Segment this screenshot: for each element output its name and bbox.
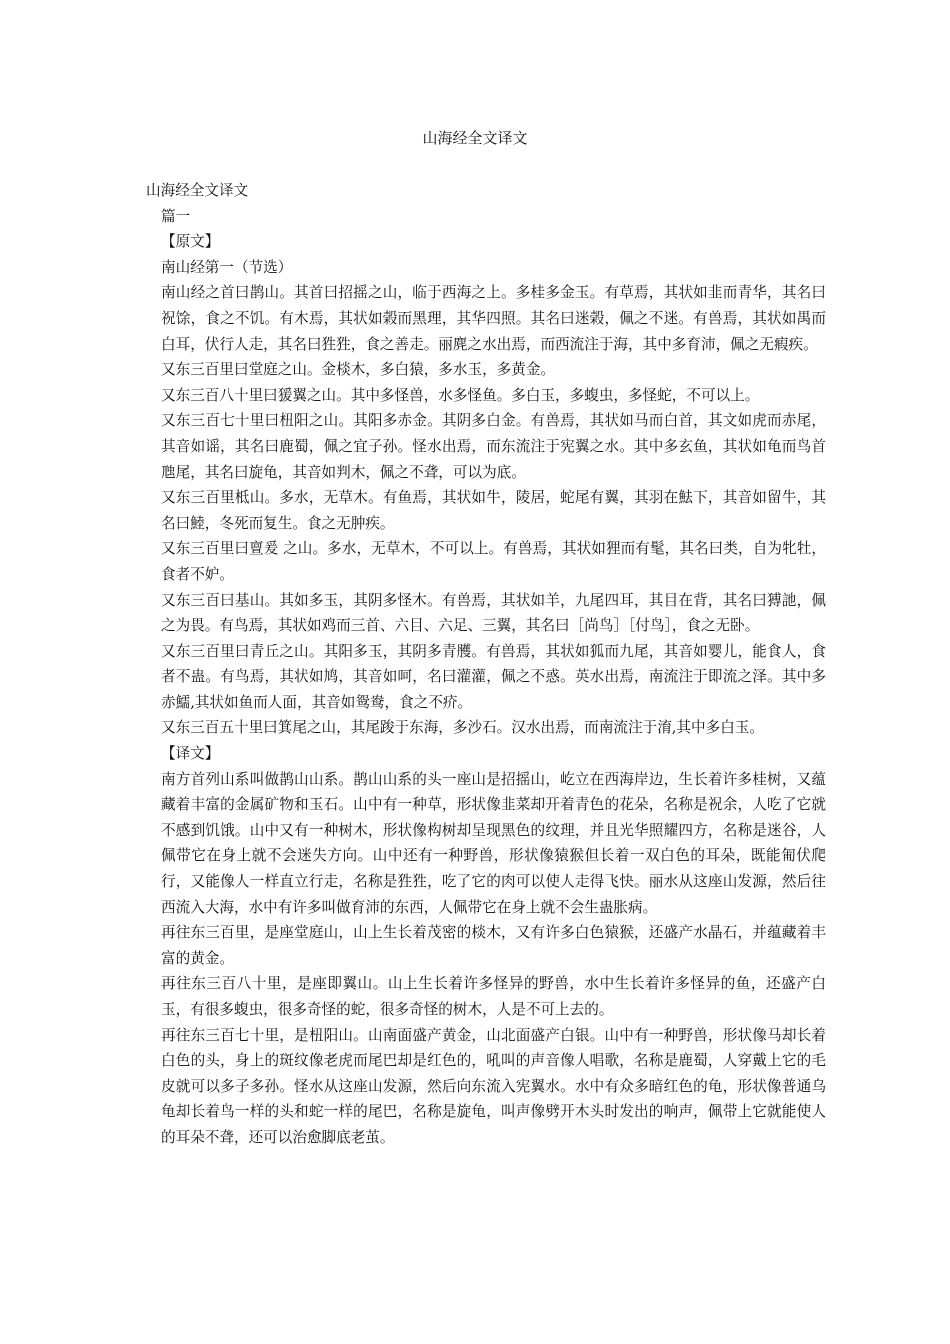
yuanwen-label: 【原文】 (161, 233, 220, 251)
yuanwen-paragraph: 又东三百七十里曰杻阳之山。其阳多赤金。其阴多白金。有兽焉，其状如马而白首，其文如虎而赤尾，其音如谣，其名曰鹿蜀，佩之宜子孙。怪水出焉，而东流注于宪翼之水。其中多玄鱼，其状如龟而鸟首虺尾，其名曰旋龟，其音如判木，佩之不聋，可以为底。 (161, 412, 826, 481)
yuanwen-paragraph: 又东三百八十里曰猨翼之山。其中多怪兽，水多怪鱼。多白玉，多蝮虫，多怪蛇，不可以上。 (161, 386, 760, 404)
yuanwen-paragraph: 南山经之首曰鹊山。其首曰招摇之山，临于西海之上。多桂多金玉。有草焉，其状如韭而青华，其名曰祝馀，食之不饥。有木焉，其状如榖而黑理，其华四照。其名曰迷榖，佩之不迷。有兽焉，其状如禺而白耳，伏行人走，其名曰狌狌，食之善走。丽麂之水出焉，而西流注于海，其中多育沛，佩之无瘕疾。 (161, 284, 826, 353)
yuanwen-paragraph: 又东三百里曰亶爰 之山。多水，无草木，不可以上。有兽焉，其状如狸而有髦，其名曰类，自为牝牡，食者不妒。 (161, 540, 826, 583)
yuanwen-paragraph: 又东三百曰基山。其如多玉，其阴多怪木。有兽焉，其状如羊，九尾四耳，其目在背，其名曰猼訑，佩之为畏。有鸟焉，其状如鸡而三首、六目、六足、三翼，其名曰［尚鸟］［付鸟］，食之无卧。 (161, 591, 826, 635)
yuanwen-paragraph: 又东三百五十里曰箕尾之山，其尾踆于东海，多沙石。汉水出焉，而南流注于淯,其中多白玉。 (161, 719, 764, 737)
yiwen-paragraph: 再往东三百八十里，是座即翼山。山上生长着许多怪异的野兽，水中生长着许多怪异的鱼，还盛产白玉，有很多蝮虫，很多奇怪的蛇，很多奇怪的树木，人是不可上去的。 (161, 975, 826, 1018)
yuanwen-paragraph: 又东三百里曰堂庭之山。金棪木，多白猿，多水玉，多黄金。 (161, 361, 556, 379)
yiwen-label: 【译文】 (161, 745, 220, 763)
yuanwen-paragraph: 又东三百里曰青丘之山。其阳多玉，其阴多青雘。有兽焉，其状如狐而九尾，其音如婴儿，能食人，食者不蛊。有鸟焉，其状如鸠，其音如呵，名曰灌灌，佩之不惑。英水出焉，南流注于即流之泽。其中多赤鱬,其状如鱼而人面，其音如鸳鸯，食之不疥。 (161, 642, 826, 711)
yiwen-paragraph: 南方首列山系叫做鹊山山系。鹊山山系的头一座山是招摇山，屹立在西海岸边，生长着许多桂树，又蕴藏着丰富的金属矿物和玉石。山中有一种草，形状像韭菜却开着青色的花朵，名称是祝余，人吃了它就不感到饥饿。山中又有一种树木，形状像构树却呈现黑色的纹理，并且光华照耀四方，名称是迷谷，人佩带它在身上就不会迷失方向。山中还有一种野兽，形状像猿猴但长着一双白色的耳朵，既能匍伏爬行，又能像人一样直立行走，名称是狌狌，吃了它的肉可以使人走得飞快。丽水从这座山发源，然后往西流入大海，水中有许多叫做育沛的东西，人佩带它在身上就不会生蛊胀病。 (161, 770, 826, 916)
yiwen-paragraph: 再往东三百七十里，是杻阳山。山南面盛产黄金，山北面盛产白银。山中有一种野兽，形状像马却长着白色的头，身上的斑纹像老虎而尾巴却是红色的，吼叫的声音像人唱歌，名称是鹿蜀，人穿戴上它的毛皮就可以多子多孙。怪水从这座山发源，然后向东流入宪翼水。水中有众多暗红色的龟，形状像普通乌龟却长着鸟一样的头和蛇一样的尾巴，名称是旋龟，叫声像劈开木头时发出的响声，佩带上它就能使人的耳朵不聋，还可以治愈脚底老茧。 (161, 1026, 826, 1146)
document-body (146, 178, 826, 1151)
page-title: 山海经全文译文 (422, 129, 528, 147)
yuanwen-paragraph: 又东三百里柢山。多水，无草木。有鱼焉，其状如牛，陵居，蛇尾有翼，其羽在魼下，其音如留牛，其名曰鯥，冬死而复生。食之无肿疾。 (161, 489, 826, 532)
section-label: 篇一 (161, 207, 191, 225)
yiwen-paragraph: 再往东三百里，是座堂庭山，山上生长着茂密的棪木，又有许多白色猿猴，还盛产水晶石，并蕴藏着丰富的黄金。 (161, 924, 826, 967)
chapter-title: 南山经第一（节选） (161, 258, 293, 276)
document-heading: 山海经全文译文 (146, 182, 249, 199)
